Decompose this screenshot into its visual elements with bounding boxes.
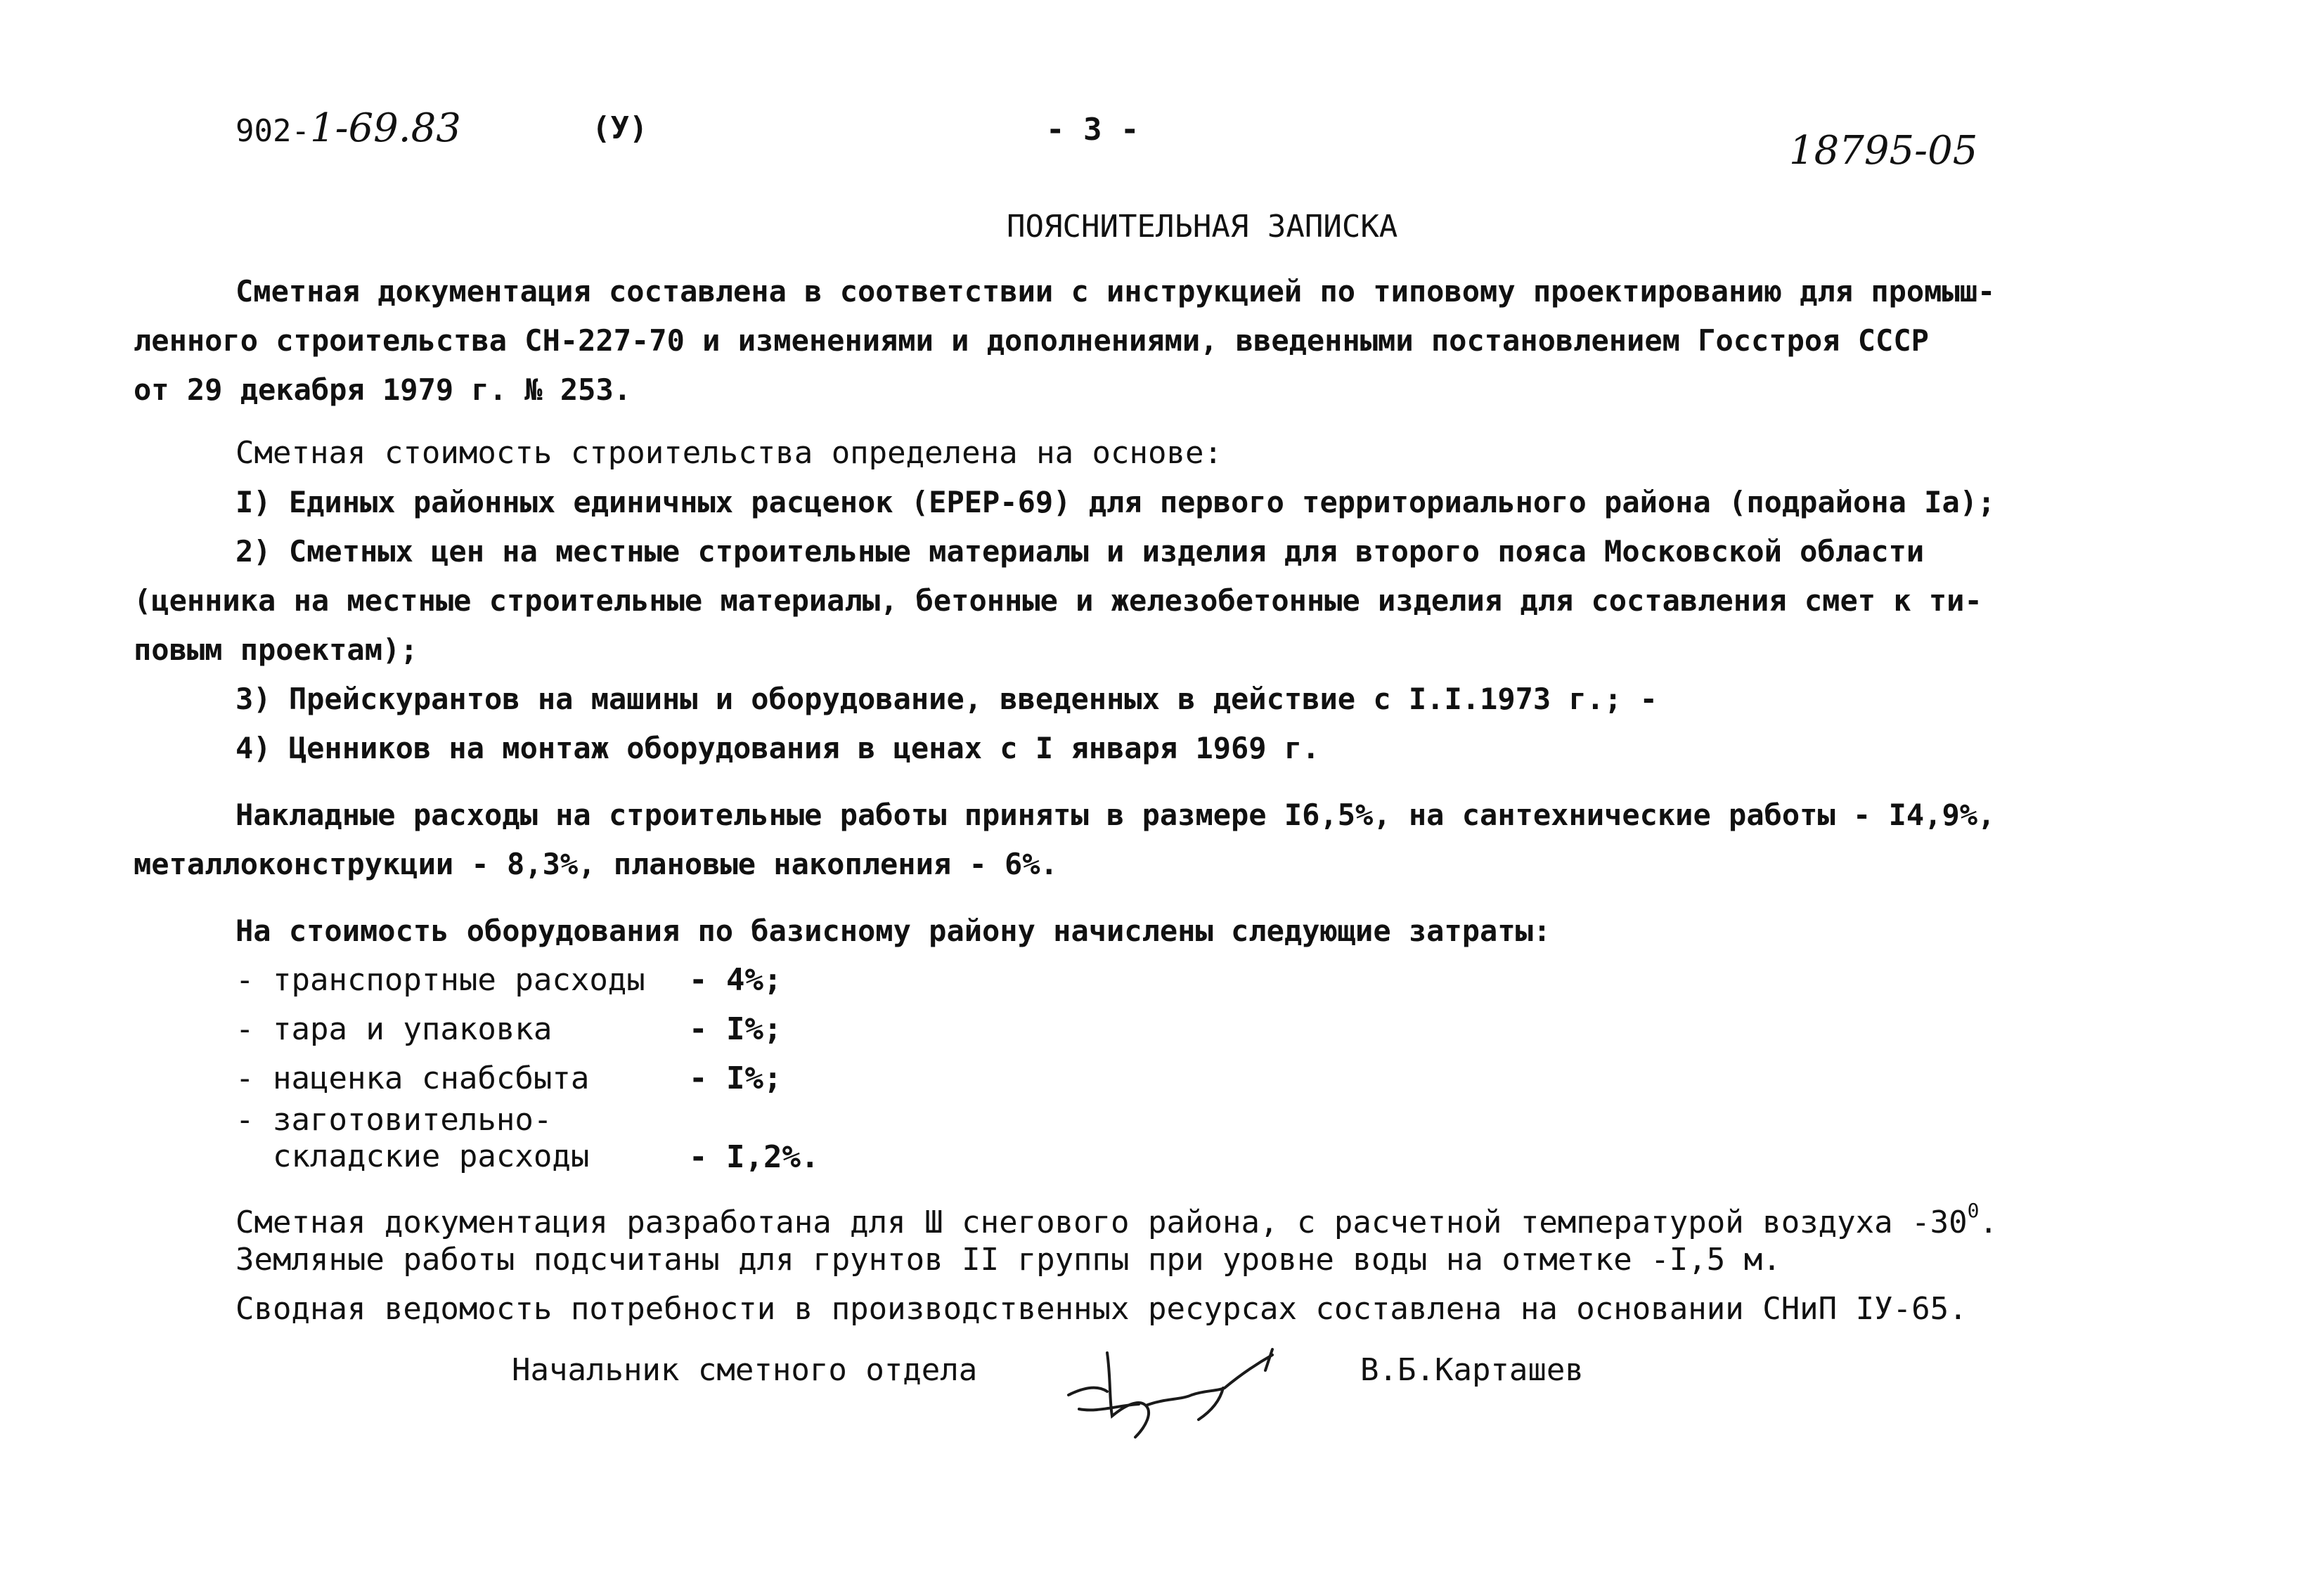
equipment-heading: На стоимость оборудования по базисному району начислены следующие затраты: — [235, 914, 1551, 948]
intro-line-2: ленного строительства СН-227-70 и изменениями и дополнениями, введенными постановлением Госстроя СССР — [134, 323, 1929, 358]
snow-region-text: Сметная документация разработана для Ш снегового района, с расчетной температурой воздуха -30 — [235, 1205, 1968, 1240]
page-number: - 3 - — [1046, 112, 1140, 148]
basis-item-1: I) Единых районных единичных расценок (ЕРЕР-69) для первого территориального района (подрайона Iа); — [235, 485, 1996, 519]
earthworks-line: Земляные работы подсчитаны для грунтов II группы при уровне воды на отметке -I,5 м. — [235, 1242, 1781, 1278]
cost-value-markup: - I%; — [689, 1060, 782, 1096]
basis-item-4: 4) Ценников на монтаж оборудования в ценах с I января 1969 г. — [235, 731, 1320, 765]
inventory-number: 18795-05 — [1789, 128, 1978, 174]
doc-code-prefix: 902- — [235, 113, 310, 149]
resources-line: Сводная ведомость потребности в производственных ресурсах составлена на основании СНиП IУ-65. — [235, 1291, 1968, 1327]
basis-item-2-line-3: повым проектам); — [134, 632, 418, 667]
page-title: ПОЯСНИТЕЛЬНАЯ ЗАПИСКА — [1007, 209, 1398, 245]
cost-label-markup: - наценка снабсбыта — [235, 1060, 590, 1096]
degree-mark: 0 — [1967, 1199, 1980, 1222]
basis-heading: Сметная стоимость строительства определена на основе: — [235, 435, 1222, 471]
doc-code-handwritten: 1-69.83 — [309, 105, 461, 151]
cost-label-packaging: - тара и упаковка — [235, 1011, 553, 1047]
signatory-name: В.Б.Карташев — [1360, 1352, 1584, 1388]
basis-item-2-line-1: 2) Сметных цен на местные строительные материалы и изделия для второго пояса Московской области — [235, 534, 1925, 569]
cost-label-transport: - транспортные расходы — [235, 962, 645, 998]
snow-region-end: . — [1979, 1205, 1998, 1240]
overhead-line-1: Накладные расходы на строительные работы приняты в размере I6,5%, на сантехнические работы - I4,9%, — [235, 798, 1996, 832]
signatory-position: Начальник сметного отдела — [512, 1352, 978, 1388]
basis-item-3: 3) Прейскурантов на машины и оборудование, введенных в действие с I.I.1973 г.; - — [235, 682, 1658, 716]
overhead-line-2: металлоконструкции - 8,3%, плановые накопления - 6%. — [134, 847, 1058, 881]
basis-item-2-line-2: (ценника на местные строительные материалы, бетонные и железобетонные изделия для составления смет к ти- — [134, 583, 1982, 618]
doc-marker: (У) — [592, 110, 648, 146]
intro-line-1: Сметная документация составлена в соответствии с инструкцией по типовому проектированию для промыш- — [235, 274, 1996, 309]
intro-line-3: от 29 декабря 1979 г. № 253. — [134, 372, 632, 407]
doc-code — [235, 104, 461, 156]
cost-value-transport: - 4%; — [689, 962, 782, 998]
cost-value-procurement: - I,2%. — [689, 1139, 820, 1175]
cost-label-procurement-2: складские расходы — [235, 1138, 590, 1174]
cost-label-procurement: - заготовительно- — [235, 1102, 553, 1138]
handwritten-signature — [1040, 1321, 1293, 1462]
cost-value-packaging: - I%; — [689, 1011, 782, 1047]
